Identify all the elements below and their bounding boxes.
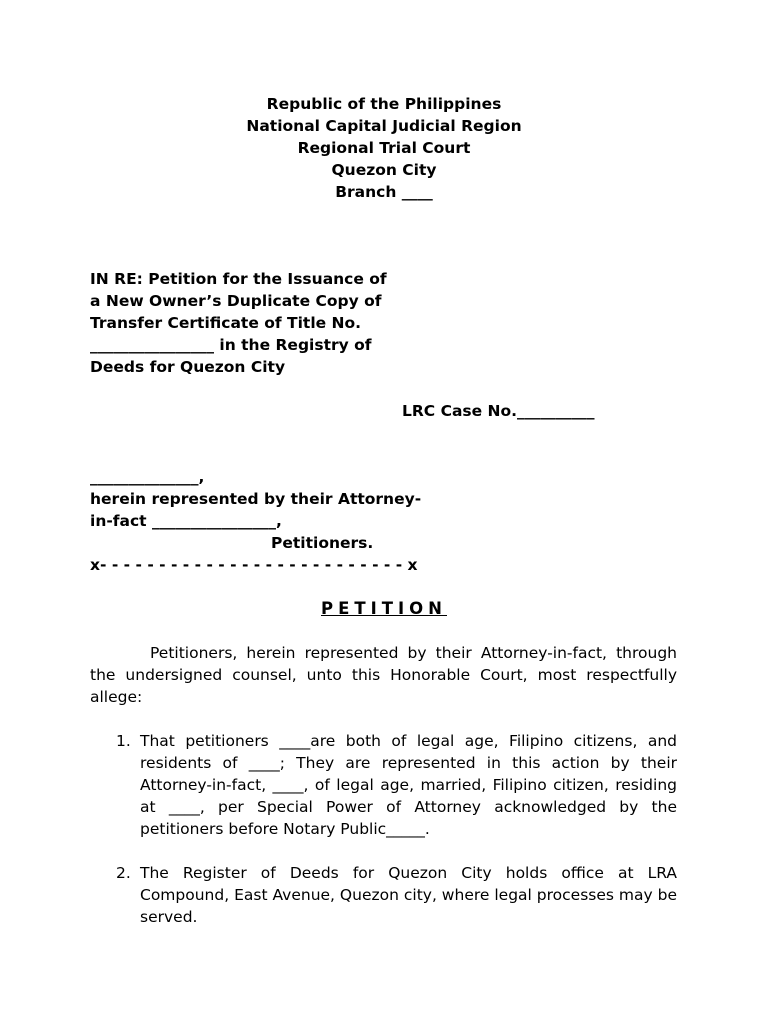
intro-paragraph: Petitioners, herein represented by their Attorney-in-fact, through the undersigned counsel, unto this Honorable Court, most respectfully allege: (90, 644, 677, 706)
list-item (116, 862, 677, 928)
represented-line: herein represented by their Attorney- (90, 490, 422, 508)
parties-block (90, 466, 510, 576)
separator-line: x- - - - - - - - - - - - - - - - - - - - - - - - - - x (90, 556, 418, 574)
petitioner-name-blank: ______________, (90, 468, 205, 486)
caption-line: Transfer Certificate of Title No. (90, 314, 362, 332)
lrc-case-number: LRC Case No.__________ (402, 402, 595, 420)
document-title: PETITION (321, 599, 447, 618)
attorney-in-fact-line: in-fact ________________, (90, 512, 282, 530)
list-item (116, 730, 677, 840)
header-republic: Republic of the Philippines (266, 95, 502, 113)
caption-line: a New Owner’s Duplicate Copy of (90, 292, 382, 310)
header-branch: Branch ____ (335, 183, 433, 201)
caption-line: Deeds for Quezon City (90, 358, 286, 376)
allegations-list (116, 730, 677, 950)
header-city: Quezon City (331, 161, 437, 179)
case-caption (90, 268, 510, 378)
court-header (0, 93, 768, 203)
item-text: The Register of Deeds for Quezon City holds office at LRA Compound, East Avenue, Quezon city, where legal processes may be served. (140, 864, 677, 926)
caption-line: ________________ in the Registry of (90, 336, 372, 354)
item-text: That petitioners ____are both of legal age, Filipino citizens, and residents of ____; They are represented in this action by their Attorney-in-fact, ____, of legal age, married, Filipino citizen, residing at ____, per Special Power of Attorney acknowledged by the petitioners before Notary Public_____. (140, 732, 677, 838)
item-number: 2. (116, 864, 131, 882)
header-region: National Capital Judicial Region (246, 117, 522, 135)
header-court: Regional Trial Court (297, 139, 471, 157)
item-number: 1. (116, 732, 131, 750)
petitioners-label: Petitioners. (271, 534, 374, 552)
caption-line: IN RE: Petition for the Issuance of (90, 270, 387, 288)
